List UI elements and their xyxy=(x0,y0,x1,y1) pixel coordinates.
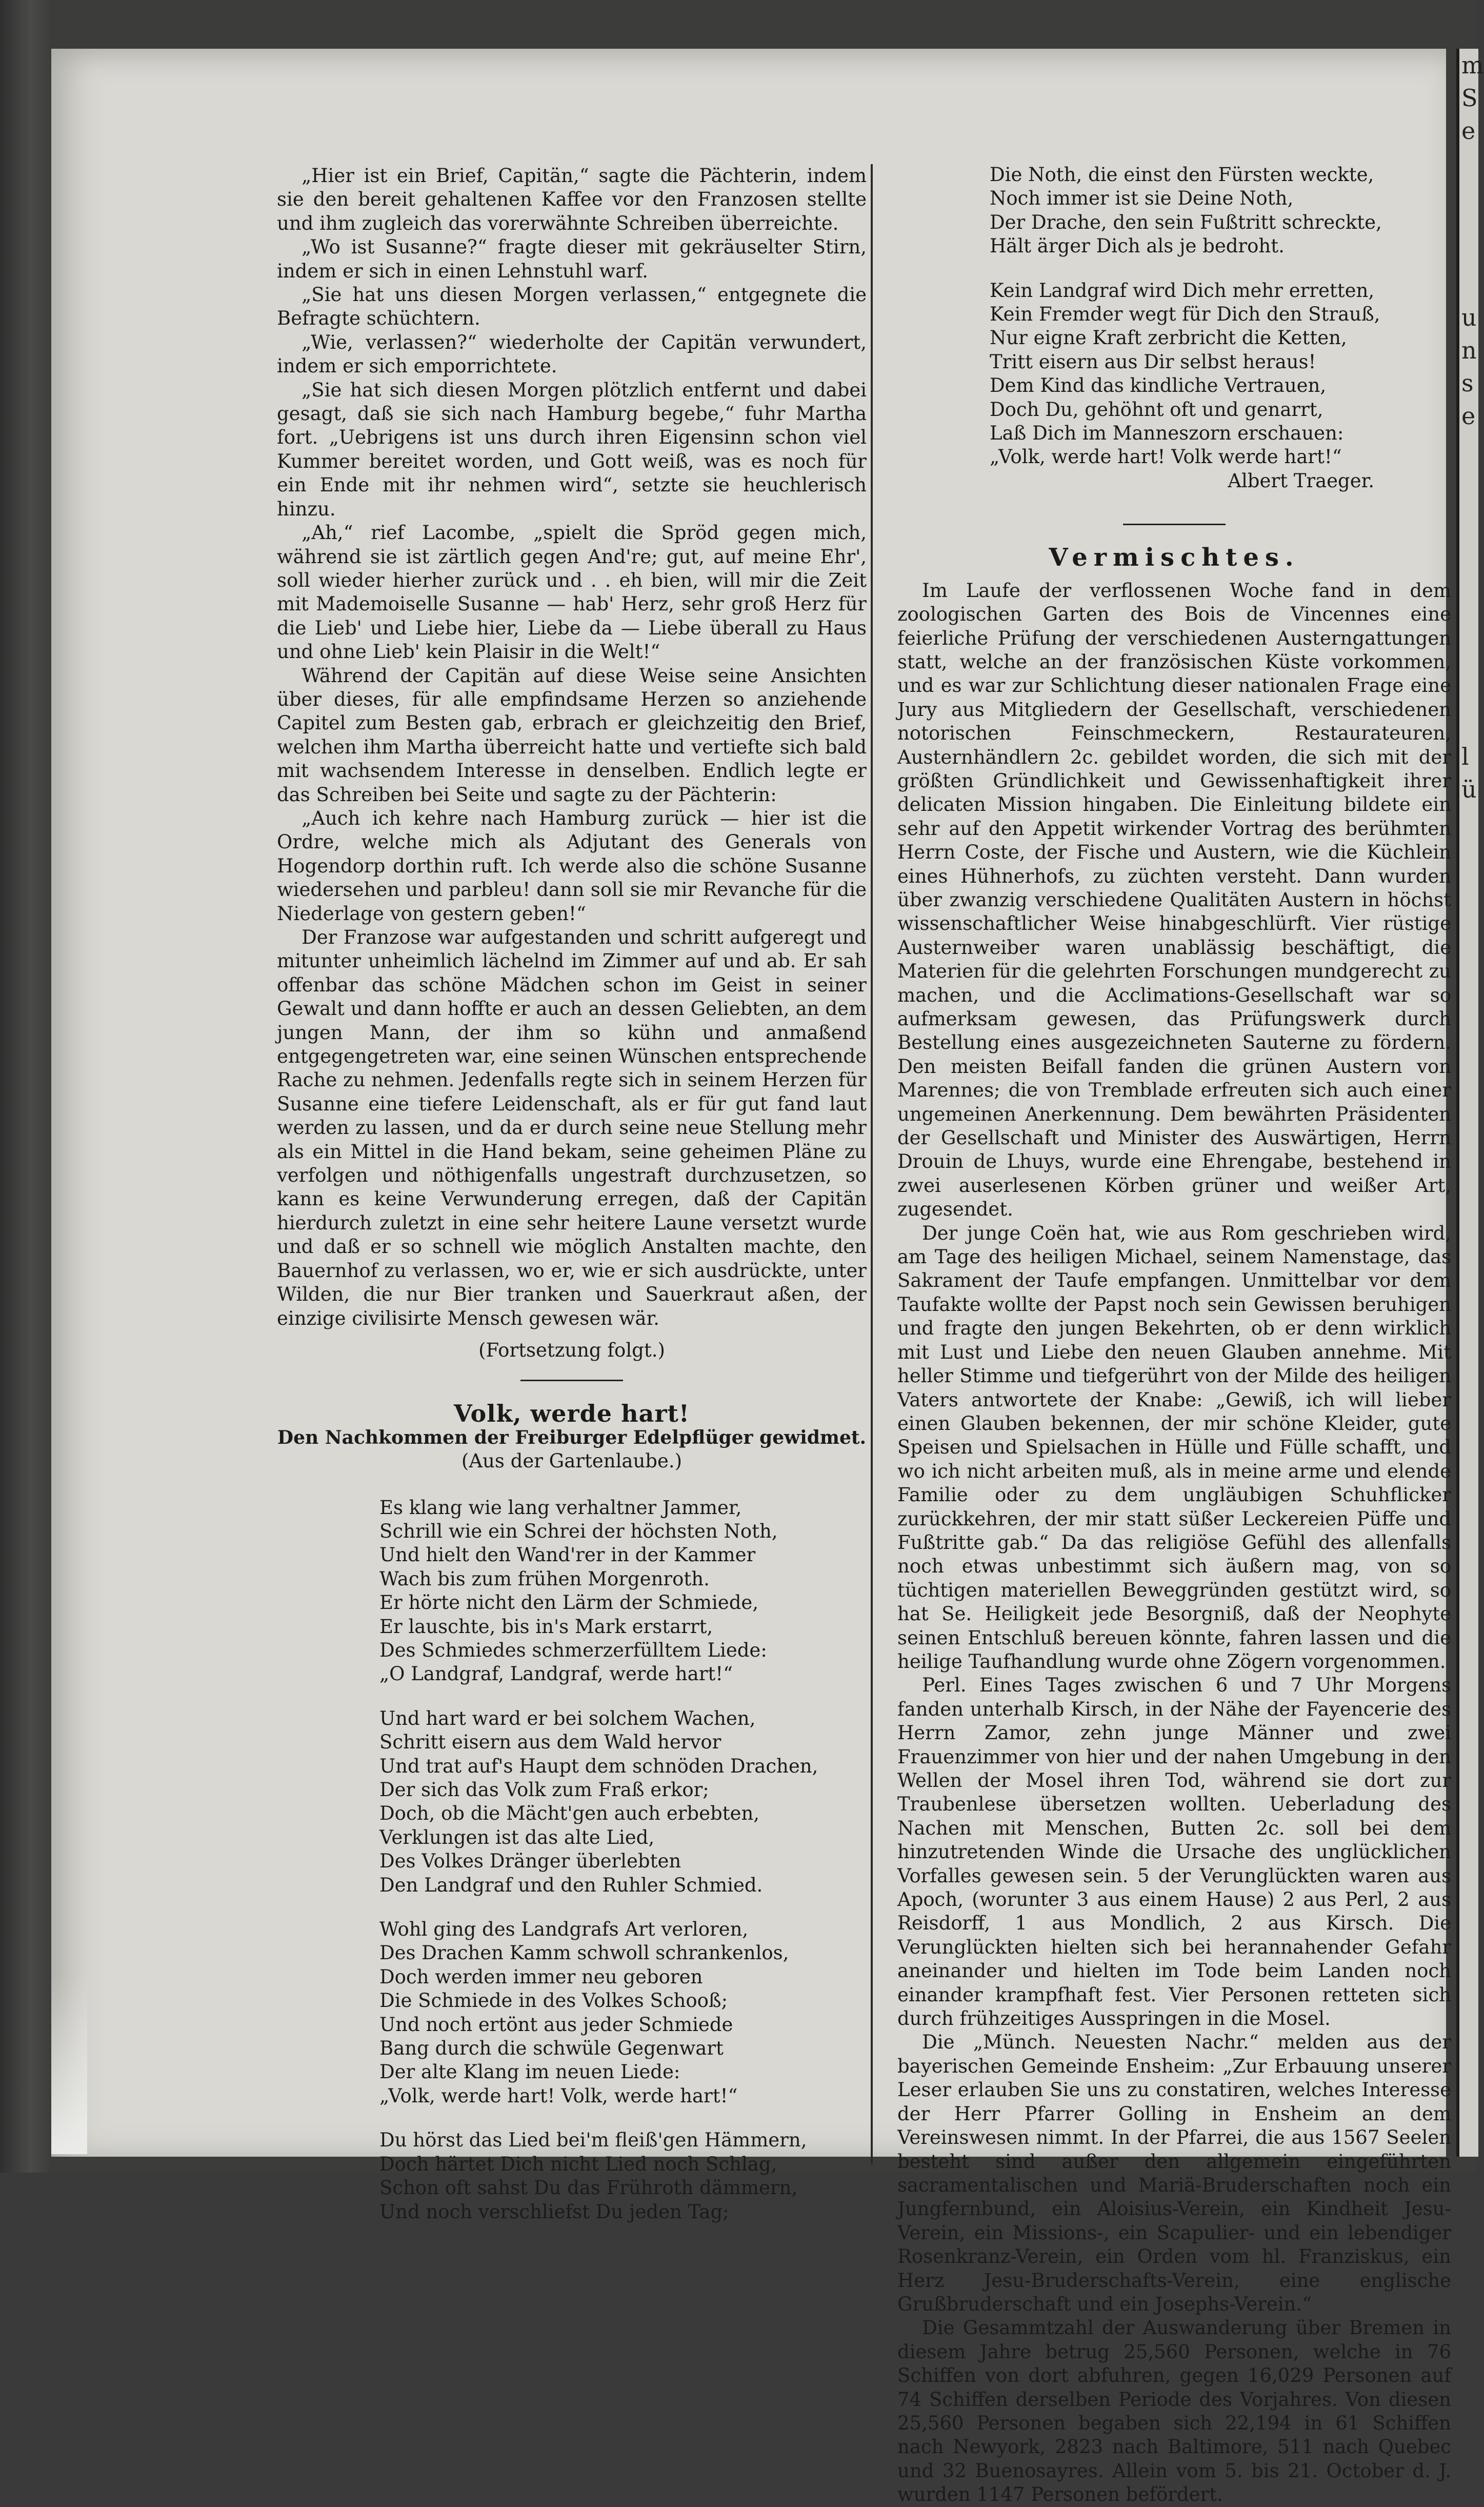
poem-line: „Volk, werde hart! Volk, werde hart!“ xyxy=(379,2084,738,2107)
story-paragraph: „Wo ist Susanne?“ fragte dieser mit gekräuselter Stirn, indem er sich in einen Lehnstuhl warf. xyxy=(277,236,867,282)
poem-line: Nur eigne Kraft zerbricht die Ketten, xyxy=(990,327,1347,349)
news-paragraph: Perl. Eines Tages zwischen 6 und 7 Uhr Morgens fanden unterhalb Kirsch, in der Nähe der Fayencerie des Herrn Zamor, zehn junge Männer und zwei Frauenzimmer von hier und der nahen Umgebung in den Wellen der Mosel ihren Tod, während sie dort zur Traubenlese übersetzen wollten. Ueberladung des Nachen mit Menschen, Butten 2c. soll bei dem hinzutretenden Winde die Ursache des unglücklichen Vorfalles gewesen sein. 5 der Verunglückten waren aus Apoch, (worunter 3 aus einem Hause) 2 aus Perl, 2 aus Reisdorff, 1 aus Mondlich, 2 aus Kirsch. Die Verunglückten hielten sich bei herannahender Gefahr aneinander und hielten im Tode beim Landen noch einander krampfhaft fest. Vier Personen retteten sich durch frühzeitiges Ausspringen in die Mosel. xyxy=(897,1674,1451,2030)
poem-line: Die Schmiede in des Volkes Schooß; xyxy=(379,1989,728,2012)
story-paragraph: „Hier ist ein Brief, Capitän,“ sagte die Pächterin, indem sie den bereit gehaltenen Kaffee vor den Franzosen stellte und ihm zugleich das vorerwähnte Schreiben überreichte. xyxy=(277,165,867,234)
news-paragraph: Im Laufe der verflossenen Woche fand in dem zoologischen Garten des Bois de Vincennes eine feierliche Prüfung der verschiedenen Austerngattungen statt, welche an der französischen Küste vorkommen, und es war zur Schlichtung dieser nationalen Frage eine Jury aus Mitgliedern der Gesellschaft, verschiedenen notorischen Feinschmeckern, Restaurateuren, Austernhändlern 2c. gebildet worden, die sich mit der größten Gründlichkeit und Gewissenhaftigkeit ihrer delicaten Mission hingaben. Die Einleitung bildete ein sehr auf den Appetit wirkender Vortrag des berühmten Herrn Coste, der Fische und Austern, wie die Küchlein eines Hühnerhofs, zu züchten versteht. Dann wurden über zwanzig verschiedene Qualitäten Austern in höchst wissenschaftlicher Weise hinabgeschlürft. Vier rüstige Austernweiber waren unablässig beschäftigt, die Materien für die gelehrten Forschungen mundgerecht zu machen, und die Acclimations-Gesellschaft war so aufmerksam gewesen, das Prüfungswerk durch Bestellung eines ausgezeichneten Sauterne zu fördern. Den meisten Beifall fanden die grünen Austern von Marennes; die von Tremblade erfreuten sich auch einer ungemeinen Anerkennung. Dem bewährten Präsidenten der Gesellschaft und Minister des Auswärtigen, Herrn Drouin de Lhuys, wurde eine Ehrengabe, bestehend in zwei auserlesenen Körben grüner und weißer Art, zugesendet. xyxy=(897,579,1451,1221)
poem-stanza xyxy=(379,1707,867,1897)
poem-line: Doch werden immer neu geboren xyxy=(379,1965,703,1988)
poem-line: „Volk, werde hart! Volk werde hart!“ xyxy=(990,446,1342,468)
poem-line: Der alte Klang im neuen Liede: xyxy=(379,2061,680,2083)
poem-line: Wohl ging des Landgrafs Art verloren, xyxy=(379,1918,749,1941)
poem-line: Und hielt den Wand'rer in der Kammer xyxy=(379,1544,756,1566)
poem-line: Es klang wie lang verhaltner Jammer, xyxy=(379,1496,742,1519)
separator-line xyxy=(520,1380,623,1381)
poem-line: Und noch ertönt aus jeder Schmiede xyxy=(379,2013,733,2036)
story-paragraph: „Sie hat sich diesen Morgen plötzlich entfernt und dabei gesagt, daß sie sich nach Hamburg begebe,“ fuhr Martha fort. „Uebrigens ist uns durch ihren Eigensinn schon viel Kummer bereitet worden, und Gott weiß, was es noch für ein Ende mit ihr nehmen wird“, setzte sie heuchlerisch hinzu. xyxy=(277,379,867,520)
poem-line: Noch immer ist sie Deine Noth, xyxy=(990,187,1294,210)
poem-line: Und hart ward er bei solchem Wachen, xyxy=(379,1707,756,1729)
poem-title: Volk, werde hart! xyxy=(454,1400,690,1428)
story-paragraph: Während der Capitän auf diese Weise seine Ansichten über dieses, für alle empfindsame Herzen so anziehende Capitel zum Besten gab, erbrach er gleichzeitig den Brief, welchen ihm Martha überreicht hatte und vertiefte sich bald mit wachsendem Interesse in denselben. Endlich legte er das Schreiben bei Seite und sagte zu der Pächterin: xyxy=(277,664,867,806)
section-title: Vermischtes. xyxy=(1049,543,1300,572)
news-paragraph: Die Gesammtzahl der Auswanderung über Bremen in diesem Jahre betrug 25,560 Personen, welche in 76 Schiffen von dort abfuhren, gegen 16,029 Personen auf 74 Schiffen derselben Periode des Vorjahres. Von diesen 25,560 Personen begaben sich 22,194 in 61 Schiffen nach Newyork, 2823 nach Baltimore, 511 nach Quebec und 32 Buenosayres. Allein vom 5. bis 21. October d. J. wurden 1147 Personen befördert. xyxy=(897,2317,1451,2506)
poem-line: Kein Landgraf wird Dich mehr erretten, xyxy=(990,279,1375,302)
adjacent-page-edge: m S e u n s e l ü xyxy=(1456,49,1478,2157)
poem-line: Tritt eisern aus Dir selbst heraus! xyxy=(990,350,1316,373)
page-stain xyxy=(51,1975,87,2154)
poem-source: (Aus der Gartenlaube.) xyxy=(461,1450,683,1473)
poem-line: Er hörte nicht den Lärm der Schmiede, xyxy=(379,1591,759,1614)
poem-stanza xyxy=(379,1918,867,2108)
poem-line: „O Landgraf, Landgraf, werde hart!“ xyxy=(379,1663,733,1685)
poem-line: Laß Dich im Manneszorn erschauen: xyxy=(990,422,1344,445)
separator-line xyxy=(1123,524,1226,525)
story-paragraph: „Ah,“ rief Lacombe, „spielt die Spröd gegen mich, während sie ist zärtlich gegen And're; gut, auf meine Ehr', soll wieder hierher zurück und . . eh bien, will mir die Zeit mit Mademoiselle Susanne — hab' Herz, sehr groß Herz für die Lieb' und Liebe hier, Liebe da — Liebe überall zu Haus und ohne Lieb' kein Plaisir in die Welt!“ xyxy=(277,522,867,663)
poem-line: Verklungen ist das alte Lied, xyxy=(379,1826,655,1848)
poem-line: Doch härtet Dich nicht Lied noch Schlag, xyxy=(379,2153,777,2175)
story-paragraph: „Wie, verlassen?“ wiederholte der Capitän verwundert, indem er sich emporrichtete. xyxy=(277,331,867,377)
poem-line: Wach bis zum frühen Morgenroth. xyxy=(379,1567,710,1590)
poem-line: Du hörst das Lied bei'm fleiß'gen Hämmern, xyxy=(379,2129,807,2152)
poem-line: Der sich das Volk zum Fraß erkor; xyxy=(379,1779,709,1801)
poem-line: Schon oft sahst Du das Frühroth dämmern, xyxy=(379,2177,798,2199)
poem-line: Des Schmiedes schmerzerfülltem Liede: xyxy=(379,1639,767,1661)
right-column xyxy=(897,163,1451,2507)
news-paragraph: Die „Münch. Neuesten Nachr.“ melden aus der bayerischen Gemeinde Ensheim: „Zur Erbauung unserer Leser erlauben Sie uns zu constatiren, welches Interesse der Herr Pfarrer Golling in Ensheim an dem Vereinswesen nimmt. In der Pfarrei, die aus 1567 Seelen besteht sind außer den allgemein eingeführten sacramentalischen und Mariä-Bruderschaften noch ein Jungfernbund, ein Aloisius-Verein, ein Kindheit Jesu-Verein, ein Missions-, ein Scapulier- und ein lebendiger Rosenkranz-Verein, ein Orden vom hl. Franziskus, ein Herz Jesu-Bruderschafts-Verein, eine englische Grußbruderschaft und ein Josephs-Verein.“ xyxy=(897,2031,1451,2315)
poem-line: Des Volkes Dränger überlebten xyxy=(379,1850,681,1873)
poem-line: Doch, ob die Mächt'gen auch erbebten, xyxy=(379,1802,760,1825)
story-paragraph: Der Franzose war aufgestanden und schritt aufgeregt und mitunter unheimlich lächelnd im Zimmer auf und ab. Er sah offenbar das schöne Mädchen schon im Geist in seiner Gewalt und dann hoffte er auch an dessen Geliebten, an dem jungen Mann, der ihm so kühn und anmaßend entgegengetreten war, eine seinen Wünschen entsprechende Rache zu nehmen. Jedenfalls regte sich in seinem Herzen für Susanne eine tiefere Leidenschaft, als er für gut fand laut werden zu lassen, und da er durch seine neue Stellung mehr als ein Mittel in die Hand bekam, seine geheimen Pläne zu verfolgen und nöthigenfalls ungestraft durchzusetzen, so kann es keine Verwunderung erregen, daß der Capitän hierdurch zuletzt in eine sehr heitere Laune versetzt wurde und daß er so schnell wie möglich Anstalten machte, den Bauernhof zu verlassen, wo er, wie er sich ausdrückte, unter Wilden, die nur Bier tranken und Sauerkraut aßen, der einzige civilisirte Mensch gewesen wär. xyxy=(277,926,867,1329)
poem-line: Und noch verschliefst Du jeden Tag; xyxy=(379,2200,729,2223)
column-rule xyxy=(871,164,873,2164)
poem-line: Die Noth, die einst den Fürsten weckte, xyxy=(990,164,1374,186)
poem-line: Des Drachen Kamm schwoll schrankenlos, xyxy=(379,1942,789,1964)
poem-stanza xyxy=(379,2128,867,2224)
poem-line: Schrill wie ein Schrei der höchsten Noth, xyxy=(379,1520,778,1542)
poem-line: Kein Fremder wegt für Dich den Strauß, xyxy=(990,303,1380,326)
poem-line: Hält ärger Dich als je bedroht. xyxy=(990,235,1285,257)
poem-line: Und trat auf's Haupt dem schnöden Drachen, xyxy=(379,1755,818,1777)
poem-line: Bang durch die schwüle Gegenwart xyxy=(379,2037,724,2060)
poem-line: Doch Du, gehöhnt oft und genarrt, xyxy=(990,398,1323,421)
news-paragraph: Der junge Coën hat, wie aus Rom geschrieben wird, am Tage des heiligen Michael, seinem Namenstage, das Sakrament der Taufe empfangen. Unmittelbar vor dem Taufakte wollte der Papst noch sein Gewissen beruhigen und fragte den jungen Bekehrten, ob er denn wirklich mit Lust und Liebe den neuen Glauben annehme. Mit heller Stimme und tiefgerührt von der Milde des heiligen Vaters antwortete der Knabe: „Gewiß, ich will lieber einen Glauben bekennen, der mir schöne Kleider, gute Speisen und Spielsachen in Hülle und Fülle schafft, und wo ich nicht arbeiten muß, als in meine arme und elende Familie oder zu dem ungläubigen Schuhflicker zurückkehren, der mir statt süßer Leckereien Püffe und Fußtritte gab.“ Da das religiöse Gefühl des allenfalls noch etwas unbestimmt sich äußern mag, von so tüchtigen materiellen Beweggründen gestützt wird, so hat Se. Heiligkeit jede Besorgniß, daß der Neophyte seinen Entschluß bereuen könnte, fahren lassen und die heilige Taufhandlung wurde ohne Zögern vorgenommen. xyxy=(897,1222,1451,1673)
poem-line: Schritt eisern aus dem Wald hervor xyxy=(379,1731,721,1754)
poem-line: Den Landgraf und den Ruhler Schmied. xyxy=(379,1874,763,1896)
poem-author: Albert Traeger. xyxy=(1228,469,1374,492)
story-paragraph: „Sie hat uns diesen Morgen verlassen,“ entgegnete die Befragte schüchtern. xyxy=(277,284,867,330)
poem-line: Der Drache, den sein Fußtritt schreckte, xyxy=(990,211,1382,233)
poem-stanza xyxy=(379,1496,867,1686)
poem-dedication: Den Nachkommen der Freiburger Edelpflüger gewidmet. xyxy=(277,1426,867,1448)
left-column xyxy=(277,164,867,2224)
poem-line: Dem Kind das kindliche Vertrauen, xyxy=(990,374,1327,397)
poem-line: Er lauschte, bis in's Mark erstarrt, xyxy=(379,1615,713,1638)
poem-stanza xyxy=(990,163,1451,258)
poem-stanza xyxy=(990,279,1451,469)
story-paragraph: „Auch ich kehre nach Hamburg zurück — hier ist die Ordre, welche mich als Adjutant des Generals von Hogendorp dorthin ruft. Ich werde also die schöne Susanne wiedersehen und parbleu! dann soll sie mir Revanche für die Niederlage von gestern geben!“ xyxy=(277,807,867,925)
continuation-note: (Fortsetzung folgt.) xyxy=(478,1339,665,1361)
